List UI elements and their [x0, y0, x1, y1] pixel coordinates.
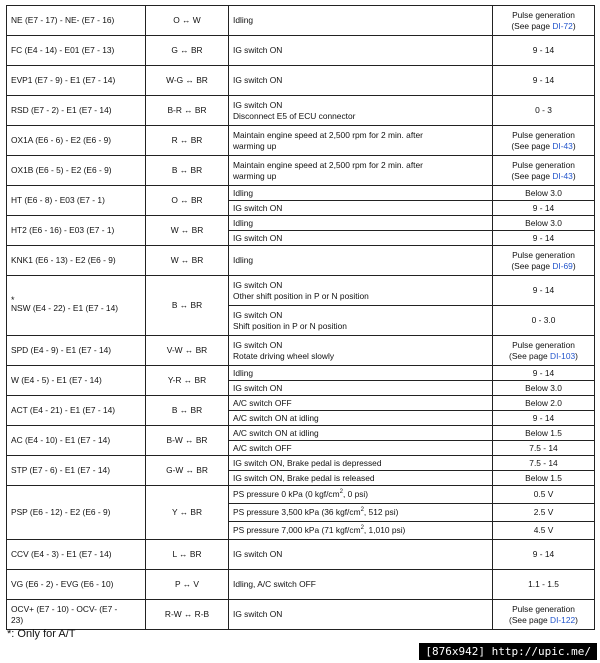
terminal-cell [7, 6, 146, 36]
wire-color: G ↔ BR [171, 45, 203, 55]
table-row [7, 36, 595, 66]
condition-text: IG switch ON [233, 45, 283, 55]
see-page-suffix: ) [575, 614, 578, 625]
wire-color-cell [146, 186, 229, 216]
terminal-cell [7, 66, 146, 96]
condition-cell [229, 471, 493, 486]
specified-condition: 4.5 V [533, 525, 554, 535]
condition-cell [229, 486, 493, 504]
specified-condition: 2.5 V [533, 507, 554, 517]
watermark: [876x942] http://upic.me/ [419, 643, 597, 660]
condition-text: IG switch ON [233, 339, 283, 350]
specified-condition-cell [493, 36, 595, 66]
terminal-name: CCV (E4 - 3) - E1 (E7 - 14) [11, 549, 112, 559]
condition-cell [229, 540, 493, 570]
condition-text: Idling, A/C switch OFF [233, 579, 316, 589]
terminal-cell [7, 96, 146, 126]
table-row [7, 486, 595, 504]
wire-color: G-W ↔ BR [166, 465, 208, 475]
specified-condition: Pulse generation [512, 339, 575, 350]
specified-condition-cell [493, 186, 595, 201]
table-row [7, 66, 595, 96]
condition-text: Idling [233, 217, 254, 228]
terminal-cell [7, 216, 146, 246]
specified-condition-cell [493, 246, 595, 276]
condition-text: IG switch ON [233, 202, 283, 213]
specified-condition-cell [493, 156, 595, 186]
condition-cell [229, 411, 493, 426]
table-row [7, 396, 595, 411]
see-page-suffix: ) [572, 170, 576, 181]
table-row [7, 216, 595, 231]
condition-text: PS pressure 0 kPa (0 kgf/cm [233, 489, 340, 499]
specified-condition-cell [493, 366, 595, 381]
specified-condition: Below 3.0 [525, 382, 562, 393]
specified-condition: 9 - 14 [532, 45, 555, 55]
specified-condition: Pulse generation [512, 129, 575, 140]
condition-cell [229, 231, 493, 246]
condition-cell [229, 306, 493, 336]
wire-color: L ↔ BR [172, 549, 202, 559]
specified-condition: 9 - 14 [532, 549, 555, 559]
specified-condition-cell [493, 540, 595, 570]
terminal-cell [7, 570, 146, 600]
specified-condition: 9 - 14 [532, 202, 555, 213]
condition-text: IG switch ON [233, 609, 283, 619]
specified-condition: Below 3.0 [525, 187, 562, 198]
terminal-cell [7, 336, 146, 366]
see-page-prefix: (See page [509, 350, 551, 361]
specified-condition: Below 3.0 [525, 217, 562, 228]
condition-text-tail: , 1,010 psi) [363, 525, 406, 535]
condition-cell [229, 336, 493, 366]
terminal-cell [7, 426, 146, 456]
wire-color: O ↔ BR [171, 195, 203, 205]
wire-color-cell [146, 126, 229, 156]
specified-condition-cell [493, 456, 595, 471]
specified-condition-cell [493, 231, 595, 246]
condition-text-tail: , 0 psi) [342, 489, 369, 499]
wire-color: W ↔ BR [170, 255, 204, 265]
terminal-cell [7, 246, 146, 276]
wire-color-cell [146, 570, 229, 600]
terminal-name: STP (E7 - 6) - E1 (E7 - 14) [11, 465, 110, 475]
condition-text: A/C switch OFF [233, 442, 292, 453]
terminal-name: PSP (E6 - 12) - E2 (E6 - 9) [11, 507, 111, 517]
table-row [7, 426, 595, 441]
condition-text: A/C switch ON at idling [233, 412, 319, 423]
condition-cell [229, 441, 493, 456]
condition-text: IG switch ON [233, 549, 283, 559]
specified-condition: 9 - 14 [532, 412, 555, 423]
specified-condition-cell [493, 336, 595, 366]
condition-text: PS pressure 3,500 kPa (36 kgf/cm [233, 507, 361, 517]
specified-condition-cell [493, 396, 595, 411]
wire-color-cell [146, 396, 229, 426]
terminal-cell [7, 456, 146, 486]
see-page-link[interactable]: DI-43 [552, 140, 573, 151]
condition-text-line2: warming up [233, 170, 277, 181]
specified-condition-cell [493, 441, 595, 456]
condition-text-line2: Shift position in P or N position [233, 320, 347, 331]
specified-condition: 7.5 - 14 [529, 442, 558, 453]
condition-text-line2: Other shift position in P or N position [233, 290, 369, 301]
specified-condition-cell [493, 471, 595, 486]
condition-cell [229, 126, 493, 156]
wire-color: B ↔ BR [171, 165, 203, 175]
condition-text: IG switch ON, Brake pedal is depressed [233, 457, 382, 468]
specified-condition: 0 - 3.0 [531, 315, 556, 325]
specified-condition: Below 1.5 [525, 427, 562, 438]
terminal-name: OX1B (E6 - 5) - E2 (E6 - 9) [11, 165, 112, 175]
table-row [7, 570, 595, 600]
terminal-name: OCV+ (E7 - 10) - OCV- (E7 - [11, 603, 118, 614]
specified-condition-cell [493, 381, 595, 396]
terminal-name: OX1A (E6 - 6) - E2 (E6 - 9) [11, 135, 112, 145]
wire-color: B ↔ BR [171, 405, 203, 415]
see-page-link[interactable]: DI-103 [550, 350, 576, 361]
specified-condition-cell [493, 126, 595, 156]
wire-color-cell [146, 6, 229, 36]
wire-color-cell [146, 276, 229, 336]
terminal-cell [7, 540, 146, 570]
wire-color: W ↔ BR [170, 225, 204, 235]
wire-color-cell [146, 600, 229, 630]
see-page-suffix: ) [572, 260, 576, 271]
wire-color: B ↔ BR [171, 300, 203, 310]
specified-condition-cell [493, 216, 595, 231]
wire-color-cell [146, 66, 229, 96]
condition-cell [229, 456, 493, 471]
condition-text: IG switch ON [233, 75, 283, 85]
specified-condition-cell [493, 600, 595, 630]
terminal-cell [7, 276, 146, 336]
terminal-name-cont: 23) [11, 614, 24, 625]
wire-color-cell [146, 216, 229, 246]
wire-color-cell [146, 36, 229, 66]
terminal-name: NSW (E4 - 22) - E1 (E7 - 14) [11, 303, 119, 313]
wire-color: R-W ↔ R-B [164, 609, 210, 619]
wire-color-cell [146, 96, 229, 126]
wire-color: V-W ↔ BR [166, 345, 208, 355]
see-page-link[interactable]: DI-72 [552, 20, 573, 31]
table-row [7, 126, 595, 156]
terminal-cell [7, 186, 146, 216]
specified-condition-cell [493, 486, 595, 504]
footnote: *: Only for A/T [7, 628, 76, 640]
condition-text-line2: warming up [233, 140, 277, 151]
wire-color-cell [146, 486, 229, 540]
specified-condition: Pulse generation [512, 603, 575, 614]
terminal-cell [7, 396, 146, 426]
condition-text: Idling [233, 15, 254, 25]
wire-color: O ↔ W [173, 15, 201, 25]
specified-condition-cell [493, 201, 595, 216]
superscript: 2 [339, 489, 343, 496]
see-page-prefix: (See page [511, 260, 553, 271]
specified-condition: 9 - 14 [532, 75, 555, 85]
condition-cell [229, 381, 493, 396]
table-row [7, 456, 595, 471]
specified-condition-cell [493, 276, 595, 306]
condition-cell [229, 522, 493, 540]
terminal-cell [7, 36, 146, 66]
specified-condition-cell [493, 411, 595, 426]
see-page-prefix: (See page [511, 20, 553, 31]
see-page-link[interactable]: DI-43 [552, 170, 573, 181]
specified-condition: 7.5 - 14 [529, 457, 558, 468]
terminal-name: KNK1 (E6 - 13) - E2 (E6 - 9) [11, 255, 116, 265]
wire-color-cell [146, 426, 229, 456]
condition-cell [229, 246, 493, 276]
specified-condition-cell [493, 306, 595, 336]
terminal-name: AC (E4 - 10) - E1 (E7 - 14) [11, 435, 111, 445]
condition-cell [229, 570, 493, 600]
table-row [7, 6, 595, 36]
specified-condition: 0 - 3 [535, 105, 552, 115]
wire-color-cell [146, 336, 229, 366]
see-page-prefix: (See page [509, 614, 551, 625]
specified-condition: 9 - 14 [532, 232, 555, 243]
wire-color-cell [146, 156, 229, 186]
condition-text: A/C switch OFF [233, 397, 292, 408]
terminal-name: NE (E7 - 17) - NE- (E7 - 16) [11, 15, 115, 25]
terminal-name: HT2 (E6 - 16) - E03 (E7 - 1) [11, 225, 115, 235]
table-row [7, 96, 595, 126]
condition-text: IG switch ON [233, 232, 283, 243]
specified-condition: Pulse generation [512, 159, 575, 170]
condition-text: IG switch ON, Brake pedal is released [233, 472, 375, 483]
condition-text: IG switch ON [233, 279, 283, 290]
condition-text: Idling [233, 367, 254, 378]
condition-cell [229, 96, 493, 126]
table-row [7, 540, 595, 570]
terminal-cell [7, 366, 146, 396]
wire-color: Y ↔ BR [171, 507, 203, 517]
wire-color: P ↔ V [174, 579, 200, 589]
wire-color-cell [146, 246, 229, 276]
see-page-suffix: ) [572, 20, 576, 31]
see-page-link[interactable]: DI-69 [552, 260, 573, 271]
specified-condition-cell [493, 426, 595, 441]
terminal-name: EVP1 (E7 - 9) - E1 (E7 - 14) [11, 75, 116, 85]
condition-text: Maintain engine speed at 2,500 rpm for 2 min. after [233, 129, 423, 140]
condition-cell [229, 186, 493, 201]
specified-condition-cell [493, 504, 595, 522]
wire-color: Y-R ↔ BR [167, 375, 207, 385]
specified-condition: Pulse generation [512, 249, 575, 260]
see-page-prefix: (See page [511, 170, 553, 181]
wire-color-cell [146, 366, 229, 396]
condition-text-tail: , 512 psi) [363, 507, 399, 517]
specified-condition: Pulse generation [512, 9, 575, 20]
condition-text: Maintain engine speed at 2,500 rpm for 2 min. after [233, 159, 423, 170]
condition-text: A/C switch ON at idling [233, 427, 319, 438]
condition-cell [229, 66, 493, 96]
see-page-prefix: (See page [511, 140, 553, 151]
table-row [7, 156, 595, 186]
table-row [7, 246, 595, 276]
terminal-name: SPD (E4 - 9) - E1 (E7 - 14) [11, 345, 112, 355]
wire-color: W-G ↔ BR [166, 75, 208, 85]
condition-cell [229, 504, 493, 522]
table-row [7, 186, 595, 201]
condition-text: Idling [233, 255, 254, 265]
specified-condition: 0.5 V [533, 489, 554, 499]
terminal-name: VG (E6 - 2) - EVG (E6 - 10) [11, 579, 114, 589]
condition-text-line2: Rotate driving wheel slowly [233, 350, 335, 361]
condition-text: IG switch ON [233, 99, 283, 110]
specified-condition: Below 1.5 [525, 472, 562, 483]
condition-cell [229, 201, 493, 216]
condition-cell [229, 156, 493, 186]
specified-condition-cell [493, 66, 595, 96]
terminal-name: ACT (E4 - 21) - E1 (E7 - 14) [11, 405, 116, 415]
condition-cell [229, 36, 493, 66]
table-row [7, 276, 595, 306]
condition-cell [229, 366, 493, 381]
condition-text: IG switch ON [233, 382, 283, 393]
condition-cell [229, 216, 493, 231]
specified-condition: Below 2.0 [525, 397, 562, 408]
condition-text: PS pressure 7,000 kPa (71 kgf/cm [233, 525, 361, 535]
terminal-cell [7, 156, 146, 186]
wire-color-cell [146, 540, 229, 570]
terminal-table [6, 5, 595, 630]
terminal-name: FC (E4 - 14) - E01 (E7 - 13) [11, 45, 115, 55]
superscript: 2 [360, 507, 364, 514]
specified-condition-cell [493, 96, 595, 126]
condition-text: IG switch ON [233, 309, 283, 320]
condition-text-line2: Disconnect E5 of ECU connector [233, 110, 356, 121]
see-page-suffix: ) [575, 350, 578, 361]
see-page-link[interactable]: DI-122 [550, 614, 576, 625]
specified-condition-cell [493, 570, 595, 600]
condition-cell [229, 6, 493, 36]
condition-cell [229, 426, 493, 441]
specified-condition: 1.1 - 1.5 [528, 579, 559, 589]
specified-condition: 9 - 14 [532, 285, 555, 295]
table-row [7, 336, 595, 366]
table-row [7, 600, 595, 630]
table-row [7, 366, 595, 381]
condition-cell [229, 600, 493, 630]
specified-condition-cell [493, 522, 595, 540]
asterisk-mark: * [11, 295, 15, 305]
terminal-cell [7, 600, 146, 630]
terminal-name: HT (E6 - 8) - E03 (E7 - 1) [11, 195, 105, 205]
specified-condition-cell [493, 6, 595, 36]
terminal-name: RSD (E7 - 2) - E1 (E7 - 14) [11, 105, 112, 115]
wire-color-cell [146, 456, 229, 486]
wire-color: R ↔ BR [171, 135, 203, 145]
condition-text: Idling [233, 187, 254, 198]
see-page-suffix: ) [572, 140, 576, 151]
terminal-name: W (E4 - 5) - E1 (E7 - 14) [11, 375, 102, 385]
wire-color: B-W ↔ BR [166, 435, 208, 445]
terminal-cell [7, 126, 146, 156]
terminal-cell [7, 486, 146, 540]
specified-condition: 9 - 14 [532, 367, 555, 378]
condition-cell [229, 396, 493, 411]
wire-color: B-R ↔ BR [167, 105, 207, 115]
superscript: 2 [360, 525, 364, 532]
condition-cell [229, 276, 493, 306]
